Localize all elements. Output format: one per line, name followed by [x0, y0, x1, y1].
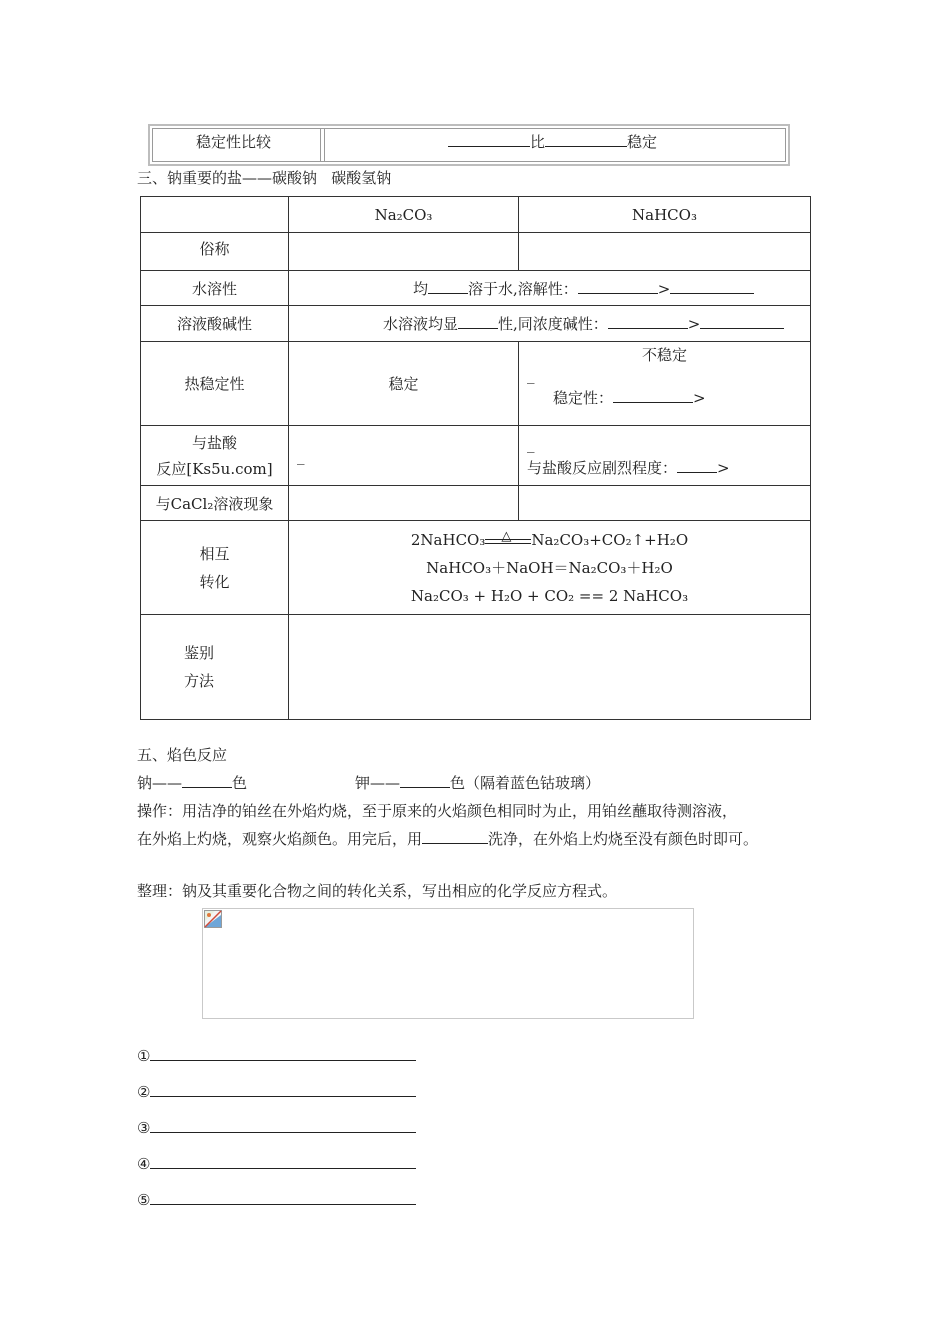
solubility-label: 水溶性: [141, 271, 289, 306]
sodium-color-blank[interactable]: [182, 772, 232, 788]
flame-potassium: [355, 772, 600, 793]
conversion-equations: [289, 521, 811, 615]
row-conversion: [141, 521, 811, 615]
sodium-label: 钠——: [137, 774, 183, 792]
cacl2-label: 与CaCl₂溶液现象: [141, 486, 289, 521]
common-name-na2co3-cell[interactable]: [289, 233, 519, 271]
broken-image-icon: [204, 910, 222, 928]
solubility-gt: >: [657, 279, 671, 298]
conversion-label-cell: [141, 521, 289, 615]
operation-line2-post: 洗净，在外焰上灼烧至没有颜色时即可。: [488, 830, 759, 848]
flame-sodium: [137, 772, 247, 793]
eq1-condition: △: [501, 528, 512, 544]
answer-2-blank[interactable]: [150, 1081, 416, 1097]
hcl-compare: 与盐酸反应剧烈程度：: [527, 458, 678, 477]
acidity-label: 溶液酸碱性: [141, 306, 289, 342]
operation-line-2: [137, 828, 758, 849]
answer-3-marker: ③: [137, 1119, 151, 1137]
hcl-na2co3-cell[interactable]: [289, 426, 519, 486]
salt-comparison-table: [140, 196, 811, 720]
sodium-color-suffix: 色: [232, 774, 248, 792]
answer-2: [137, 1081, 416, 1101]
answer-3: [137, 1117, 416, 1137]
solubility-mid: 溶于水,溶解性：: [468, 279, 578, 298]
equation-2: NaHCO₃＋NaOH＝Na₂CO₃＋H₂O: [426, 558, 673, 577]
cacl2-na2co3-cell[interactable]: [289, 486, 519, 521]
answer-4-marker: ④: [137, 1155, 151, 1173]
summary-text: 整理：钠及其重要化合物之间的转化关系，写出相应的化学反应方程式。: [137, 882, 618, 900]
answer-2-marker: ②: [137, 1083, 151, 1101]
answer-3-blank[interactable]: [150, 1117, 416, 1133]
header-nahco3: NaHCO₃: [519, 197, 811, 233]
operation-line2-pre: 在外焰上灼烧，观察火焰颜色。用完后，用: [137, 830, 423, 848]
solubility-blank-1[interactable]: [428, 278, 468, 294]
hcl-dash-left: _: [297, 446, 305, 465]
section-5-title: 五、焰色反应: [137, 746, 228, 764]
thermal-dash: _: [527, 366, 535, 384]
stability-fill: [448, 131, 657, 152]
row-solubility: [141, 271, 811, 306]
solubility-blank-2[interactable]: [578, 278, 658, 294]
stability-mid-text: 比: [530, 133, 546, 151]
operation-line-1: 操作：用洁净的铂丝在外焰灼烧，至于原来的火焰颜色相同时为止，用铂丝蘸取待测溶液，: [137, 802, 738, 820]
stability-table-divider: [320, 128, 325, 162]
solubility-blank-3[interactable]: [670, 278, 754, 294]
solubility-cell: [289, 271, 811, 306]
answer-1-blank[interactable]: [150, 1045, 416, 1061]
equation-3: Na₂CO₃ + H₂O + CO₂ == 2 NaHCO₃: [410, 586, 689, 605]
thermal-nahco3-cell: [519, 342, 811, 426]
thermal-compare: 稳定性：: [553, 389, 614, 407]
acidity-blank-2[interactable]: [608, 313, 688, 329]
header-na2co3: Na₂CO₃: [289, 197, 519, 233]
hcl-label-line1: 与盐酸: [191, 433, 237, 452]
answer-1: [137, 1045, 416, 1065]
identify-answer-cell[interactable]: [289, 615, 811, 720]
acidity-blank-1[interactable]: [458, 313, 498, 329]
conversion-label-line1: 相互: [199, 544, 230, 563]
stability-blank-1[interactable]: [448, 131, 530, 147]
thermal-nahco3-top: 不稳定: [641, 346, 687, 364]
hcl-dash-right: _: [527, 434, 535, 453]
header-empty-cell: [141, 197, 289, 233]
eq1-left: 2NaHCO₃: [410, 530, 486, 549]
stability-end-text: 稳定: [627, 133, 658, 151]
answer-1-marker: ①: [137, 1047, 151, 1065]
equation-1: [289, 526, 810, 554]
row-cacl2: [141, 486, 811, 521]
conversion-label-line2: 转化: [199, 572, 230, 591]
row-thermal: [141, 342, 811, 426]
potassium-label: 钾——: [355, 774, 401, 792]
solubility-pre: 均: [413, 279, 429, 298]
row-hcl: [141, 426, 811, 486]
hcl-gt: >: [717, 458, 730, 477]
eq1-arrow: [485, 528, 531, 547]
potassium-color-blank[interactable]: [400, 772, 450, 788]
conversion-diagram-placeholder: [202, 908, 694, 1019]
identify-label-cell: [141, 615, 289, 720]
row-acidity: [141, 306, 811, 342]
thermal-gt: >: [693, 389, 706, 407]
acidity-pre: 水溶液均显: [383, 315, 459, 333]
potassium-color-suffix: 色（隔着蓝色钴玻璃）: [450, 774, 601, 792]
row-identify: [141, 615, 811, 720]
hcl-blank[interactable]: [677, 457, 717, 473]
thermal-label: 热稳定性: [141, 342, 289, 426]
thermal-blank[interactable]: [613, 387, 693, 403]
section-3-title: 三、钠重要的盐——碳酸钠 碳酸氢钠: [137, 169, 392, 187]
table-header-row: [141, 197, 811, 233]
thermal-na2co3: 稳定: [289, 342, 519, 426]
answer-5-marker: ⑤: [137, 1191, 151, 1209]
answer-4: [137, 1153, 416, 1173]
acidity-gt: >: [687, 315, 701, 333]
acidity-cell: [289, 306, 811, 342]
hcl-nahco3-cell: [519, 426, 811, 486]
acidity-blank-3[interactable]: [700, 313, 784, 329]
identify-label-line2: 方法: [184, 672, 215, 690]
common-name-nahco3-cell[interactable]: [519, 233, 811, 271]
hcl-label-cell: [141, 426, 289, 486]
row-common-name: [141, 233, 811, 271]
answer-5-blank[interactable]: [150, 1189, 416, 1205]
answer-5: [137, 1189, 416, 1209]
stability-blank-2[interactable]: [545, 131, 627, 147]
identify-label-line1: 鉴别: [184, 644, 215, 662]
stability-label: 稳定性比较: [196, 133, 272, 151]
cacl2-nahco3-cell[interactable]: [519, 486, 811, 521]
answer-4-blank[interactable]: [150, 1153, 416, 1169]
common-name-label: 俗称: [141, 233, 289, 271]
wash-reagent-blank[interactable]: [422, 828, 488, 844]
acidity-mid: 性,同浓度碱性：: [498, 315, 608, 333]
eq1-right: Na₂CO₃+CO₂↑+H₂O: [531, 530, 689, 549]
hcl-label-line2: 反应[Ks5u.com]: [156, 459, 273, 478]
